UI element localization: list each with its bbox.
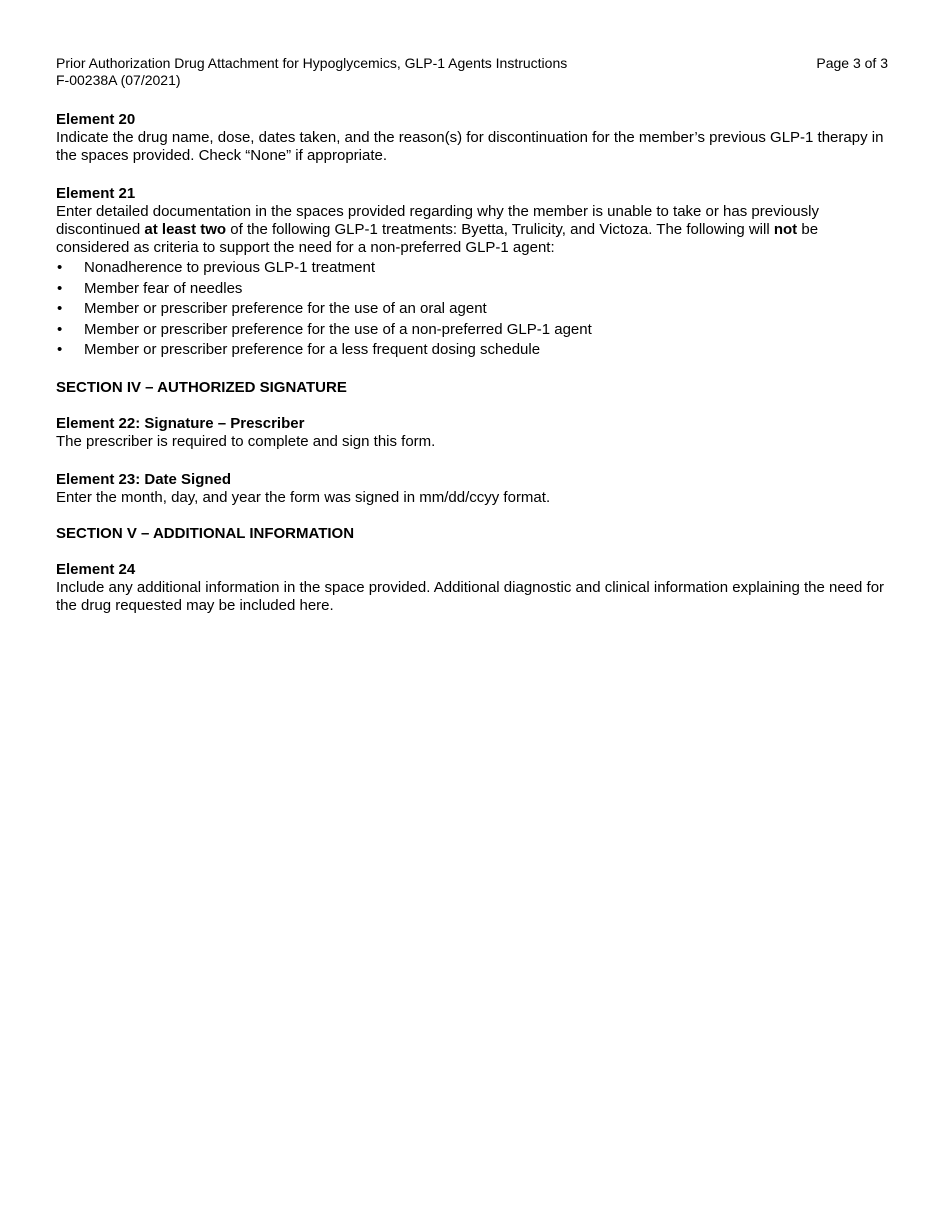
element-21-heading: Element 21	[56, 185, 136, 202]
section-iv-heading: SECTION IV – AUTHORIZED SIGNATURE	[56, 378, 347, 396]
page-number: Page 3 of 3	[816, 55, 888, 71]
bullet-icon: •	[57, 341, 63, 358]
list-item	[56, 320, 888, 341]
element-20-heading: Element 20	[56, 111, 136, 128]
bullet-icon: •	[57, 300, 63, 317]
element-21-body-part2: of the following GLP-1 treatments: Byetta, Trulicity, and Victoza. The following will	[226, 221, 774, 238]
element-21-emphasis-not: not	[773, 221, 798, 238]
document-title: Prior Authorization Drug Attachment for Hypoglycemics, GLP-1 Agents Instructions	[56, 55, 568, 71]
section-v-heading: SECTION V – ADDITIONAL INFORMATION	[56, 524, 355, 542]
element-21-body	[56, 203, 888, 257]
form-number: F-00238A (07/2021)	[56, 72, 181, 88]
element-21-block	[56, 185, 888, 361]
element-24-body: Include any additional information in the space provided. Additional diagnostic and clinical information explaining the need for the drug requested may be included here.	[56, 578, 885, 614]
element-21-emphasis-at-least-two: at least two	[144, 221, 227, 238]
list-item	[56, 258, 888, 279]
element-21-body-part1: Enter detailed documentation in the spaces provided regarding why the member is unable to take or has previously discontinued	[56, 203, 819, 238]
list-item	[56, 299, 888, 320]
bullet-icon: •	[57, 259, 63, 276]
list-item-text: Member or prescriber preference for the use of a non-preferred GLP-1 agent	[84, 320, 592, 338]
element-20-block	[56, 111, 888, 165]
element-21-body-part3: be considered as criteria to support the need for a non-preferred GLP-1 agent:	[56, 221, 819, 256]
list-item-text: Member fear of needles	[84, 279, 243, 297]
element-23-block	[56, 471, 888, 507]
list-item	[56, 279, 888, 300]
list-item-text: Nonadherence to previous GLP-1 treatment	[84, 259, 375, 276]
page-header	[56, 55, 888, 89]
element-24-block	[56, 561, 888, 615]
element-24-heading: Element 24	[56, 560, 136, 578]
element-22-heading: Element 22: Signature – Prescriber	[56, 414, 305, 432]
bullet-icon: •	[57, 320, 63, 338]
element-21-bullet-list	[56, 258, 888, 361]
element-23-body: Enter the month, day, and year the form was signed in mm/dd/ccyy format.	[56, 488, 551, 506]
list-item	[56, 340, 888, 361]
bullet-icon: •	[57, 279, 63, 297]
element-22-block	[56, 415, 888, 451]
element-22-body: The prescriber is required to complete and sign this form.	[56, 432, 436, 450]
element-23-heading: Element 23: Date Signed	[56, 470, 232, 488]
list-item-text: Member or prescriber preference for the use of an oral agent	[84, 300, 487, 317]
list-item-text: Member or prescriber preference for a less frequent dosing schedule	[84, 341, 541, 358]
element-20-body: Indicate the drug name, dose, dates taken, and the reason(s) for discontinuation for the member’s previous GLP-1 therapy in the spaces provided. Check “None” if appropriate.	[56, 129, 884, 164]
